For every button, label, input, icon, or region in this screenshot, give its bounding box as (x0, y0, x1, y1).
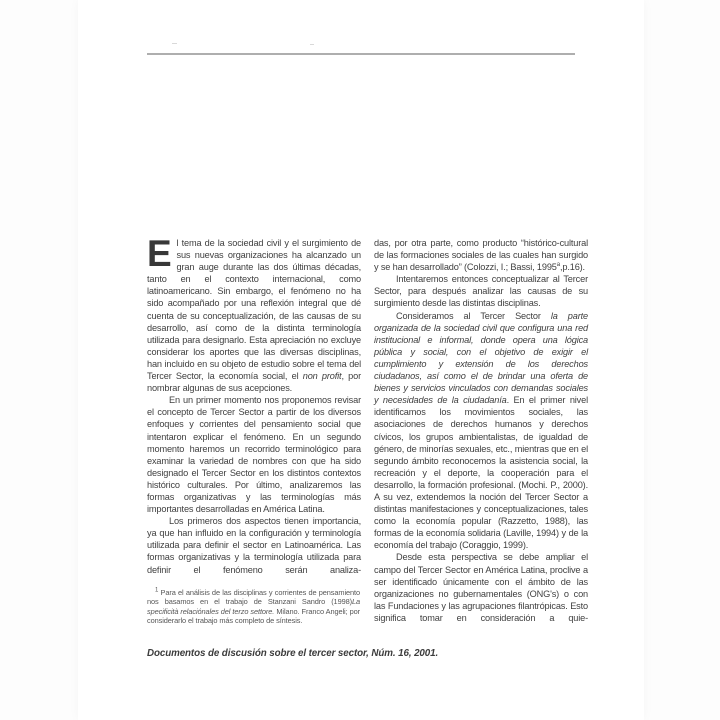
journal-footer: Documentos de discusión sobre el tercer sector, Núm. 16, 2001. (147, 648, 439, 659)
paragraph (147, 515, 361, 575)
footnote (147, 588, 360, 626)
body-text: Milano. Franco Angeli; por considerarlo el trabajo más completo de síntesis. (147, 606, 360, 626)
scan-artifact (172, 43, 177, 44)
paragraph (147, 233, 361, 394)
body-text: ,p.16). (559, 262, 585, 273)
footnote-marker: 1 (155, 587, 159, 594)
body-text: l tema de la sociedad civil y el surgimiento de sus nuevas organizaciones ha alcanzado un gran auge durante las dos últimas décadas, tanto en el contexto internacional, como latinoamericano. Sin embargo, el fenómeno no ha sido acompañado por una reflexión integral que dé cuenta de su conceptualización, de las causas de su desarrollo, así como de la distinta terminología utilizada para designarlo. Esta apreciación no excluye considerar los aportes que las diversas disciplinas, han incluido en su objeto de estudio sobre el tema del Tercer Sector, la economía social, el (147, 238, 361, 382)
body-text: , por nombrar algunas de sus acepciones. (147, 371, 361, 394)
paragraph (147, 394, 361, 515)
body-text: . En el primer nivel identificamos los movimientos sociales, las asociaciones de derechos humanos y derechos cívicos, los grupos ambientalistas, de igualdad de género, de minorías sexuales, etc., mientras que en el segundo ámbito reconocemos la asistencia social, la recreación y el deporte, la cooperación para el desarrollo, la formación profesional. (Mochi. P., 2000). A su vez, extendemos la noción del Tercer Sector a distintas manifestaciones y conceptualizaciones, tales como la economía popular (Razzetto, 1988), las formas de la economía solidaria (Laville, 1994) y de la economía del trabajo (Coraggio, 1999). (374, 395, 588, 551)
left-column (147, 233, 361, 626)
header-rule (147, 53, 575, 55)
paragraph (374, 237, 588, 273)
italic-text: la parte organizada de la sociedad civil que configura una red institucional e informal, donde opera una lógica pública y social, con el objetivo de exigir el cumplimiento y extensión de los derechos ciudadanos, así como el de brindar una oferta de bienes y servicios vinculados con demandas sociales y necesidades de la ciudadanía (374, 310, 588, 406)
body-text: das, por otra parte, como producto “histórico-cultural de las formaciones sociales de las cuales han surgido y se han desarrollado” (Colozzi, I.; Bassi, 1995 (374, 238, 588, 273)
italic-text: La specificità relaciónales del terzo settore. (147, 597, 360, 616)
superscript-text: a (556, 262, 560, 269)
body-text: Los primeros dos aspectos tienen importancia, ya que han influido en la configuración y terminología utilizada para definir el sector en Latinoamérica. Las formas organizativas y la terminología utilizada para definir el fenómeno serán analiza- (147, 516, 361, 575)
body-text: Intentaremos entonces conceptualizar al Tercer Sector, para después analizar las causas de su surgimiento desde las distintas disciplinas. (374, 274, 588, 309)
scan-artifact (310, 44, 314, 45)
paragraph (374, 273, 588, 309)
left-column-text (147, 233, 361, 576)
right-column-text (374, 237, 588, 624)
paragraph (374, 310, 588, 552)
body-text: Consideramos al Tercer Sector (396, 310, 551, 321)
drop-cap: E (147, 233, 172, 274)
body-text: En un primer momento nos proponemos revisar el concepto de Tercer Sector a partir de los diversos enfoques y corrientes del pensamiento social que intentaron explicar el fenómeno. En un segundo momento haremos un recorrido terminológico para examinar la variedad de nombres con que ha sido designado el Tercer Sector en los distintos contextos histórico culturales. Por último, analizaremos las formas organizativas y las terminologías más importantes desarrolladas en América Latina. (147, 395, 361, 515)
italic-text: non profit (302, 371, 342, 382)
body-text: Desde esta perspectiva se debe ampliar el campo del Tercer Sector en América Latina, proclive a ser identificado únicamente con el ámbito de las organizaciones no gubernamentales (ONG's) o con las Fundaciones y las agrupaciones filantrópicas. Esto significa tomar en consideración a quie- (374, 552, 588, 623)
right-column (374, 237, 588, 624)
body-text: Para el análisis de las disciplinas y corrientes de pensamiento nos basamos en el trabajo de Stanzani Sandro (1998) (147, 587, 360, 607)
paragraph (374, 551, 588, 624)
